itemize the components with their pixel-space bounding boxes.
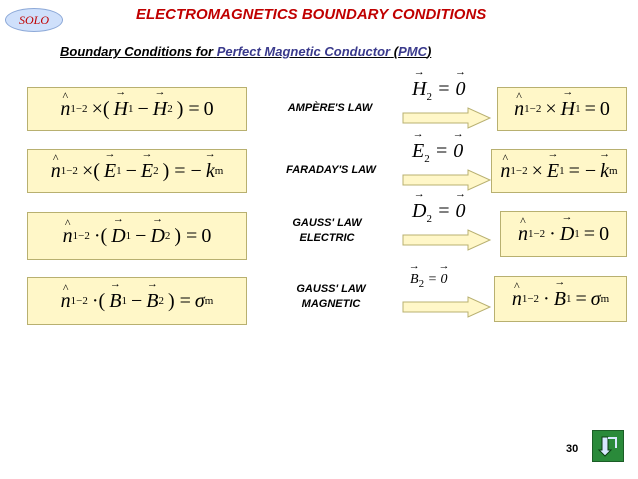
subscript: 2 (426, 213, 432, 225)
subtitle-abbr-open: ( (393, 44, 399, 59)
ampere-right-equation: ^ n 1−2 × → H 1 = 0 (497, 87, 627, 131)
gauss-electric-line2: ELECTRIC (299, 232, 355, 244)
zero: 0 (599, 97, 610, 120)
n-hat: ^ n (500, 160, 510, 183)
gauss-magnetic-law-label (276, 282, 386, 312)
subscript: 1−2 (72, 230, 90, 242)
subscript: 1 (125, 230, 132, 242)
subtitle-prefix: Boundary Conditions for (60, 44, 214, 59)
subscript: 1 (565, 293, 572, 305)
vec-h1: → H (561, 98, 575, 121)
subscript: 2 (418, 277, 425, 290)
gauss-electric-left-equation: ^ n 1−2 ·( → D 1 − → D 2 ) = 0 (27, 212, 247, 260)
vec-e2: → E (141, 160, 153, 183)
vec-h2: → H (153, 98, 167, 121)
subscript: 1−2 (70, 295, 88, 307)
subscript: 2 (164, 230, 171, 242)
gauss-magnetic-line2: MAGNETIC (301, 298, 361, 310)
vec-b1: → B (554, 288, 566, 311)
vec-zero: → 0 (453, 140, 463, 163)
subscript: 2 (167, 103, 173, 115)
subscript: 1 (574, 228, 580, 240)
subscript: 1−2 (524, 103, 542, 115)
gauss-electric-right-equation: ^ n 1−2 · → D 1 = 0 (500, 211, 627, 257)
page-number: 30 (566, 443, 579, 455)
n-hat: ^ n (63, 225, 73, 248)
subscript: 1−2 (521, 293, 540, 305)
n-hat: ^ n (514, 98, 524, 121)
n-hat: ^ n (518, 223, 528, 246)
subscript: 1 (121, 295, 127, 307)
vec-e1: → E (547, 160, 559, 183)
vec-d1: → D (111, 225, 125, 248)
vec-d2: → D (150, 225, 164, 248)
vec-h1: → H (114, 98, 128, 121)
gauss-electric-law-label (272, 216, 382, 246)
n-hat: ^ n (60, 98, 70, 121)
gauss-magnetic-left-equation: ^ n 1−2 ·( → B 1 − → B 2 ) = σ m (27, 277, 247, 325)
subscript: 1 (127, 103, 134, 115)
n-hat: ^ n (512, 288, 522, 311)
zero: 0 (203, 97, 214, 120)
faraday-left-equation: ^ n 1−2 ×( → E 1 − → E 2 ) = − → k m (27, 149, 247, 193)
faraday-law-label: FARADAY'S LAW (286, 164, 376, 176)
subscript: 2 (158, 295, 164, 307)
vec-b1: → B (109, 290, 121, 313)
return-arrow-icon (596, 434, 620, 458)
subscript: 2 (426, 91, 432, 103)
subscript: 1−2 (527, 228, 546, 240)
gauss-electric-condition: → $D_2$ = → 0 (412, 200, 465, 225)
ampere-condition: → $H_2$ = → 0 (412, 78, 465, 103)
solo-logo (5, 8, 63, 32)
vec-d1: → D (560, 223, 574, 246)
subscript: 1 (116, 165, 122, 177)
subscript: 2 (153, 165, 159, 177)
subtitle-abbr-close: ) (426, 44, 432, 59)
ampere-left-equation: ^ n 1−2 ×( → H 1 − → H 2 ) = 0 (27, 87, 247, 131)
zero: 0 (599, 222, 610, 245)
subscript: 2 (424, 153, 430, 165)
zero: 0 (201, 224, 212, 247)
vec-k: → k (600, 160, 609, 183)
sigma: σ (194, 289, 205, 312)
subscript: 1−2 (60, 165, 78, 177)
ampere-law-label: AMPÈRE'S LAW (287, 102, 373, 114)
n-hat: ^ n (51, 160, 61, 183)
slide-title: ELECTROMAGNETICS BOUNDARY CONDITIONS (136, 6, 487, 23)
subscript: 1 (575, 103, 581, 115)
faraday-right-equation: ^ n 1−2 × → E 1 = − → k m (491, 149, 627, 193)
vec-zero: → 0 (441, 272, 448, 288)
vec-zero: → 0 (455, 200, 465, 223)
gauss-magnetic-right-equation: ^ n 1−2 · → B 1 = σ m (494, 276, 627, 322)
arrow-icon (402, 229, 492, 251)
subscript: 1 (559, 165, 565, 177)
gauss-magnetic-line1: GAUSS' LAW (296, 283, 366, 295)
vec-h: → H (412, 78, 426, 101)
sigma: σ (590, 287, 601, 310)
vec-e: → E (412, 140, 424, 163)
slide-subtitle (60, 44, 431, 59)
vec-d: → D (412, 200, 426, 223)
vec-zero: → 0 (455, 78, 465, 101)
gauss-magnetic-condition: → $B_2$ = → 0 (410, 272, 448, 290)
subscript: m (214, 165, 224, 177)
subscript: 1−2 (510, 165, 528, 177)
subscript: m (609, 165, 618, 177)
vec-e1: → E (104, 160, 116, 183)
vec-b: → B (410, 272, 419, 288)
subscript: m (600, 293, 610, 305)
arrow-icon (402, 296, 492, 318)
vec-b2: → B (146, 290, 158, 313)
logo-text: SOLO (18, 12, 49, 27)
faraday-condition: → $E_2$ = → 0 (412, 140, 463, 165)
arrow-icon (402, 107, 492, 129)
subtitle-abbr: PMC (398, 44, 427, 59)
vec-k: → k (206, 160, 215, 183)
return-nav-button[interactable] (592, 430, 624, 462)
subtitle-highlight: Perfect Magnetic Conductor (216, 44, 391, 59)
gauss-electric-line1: GAUSS' LAW (292, 217, 362, 229)
subscript: 1−2 (70, 103, 88, 115)
subscript: m (204, 295, 214, 307)
n-hat: ^ n (61, 290, 71, 313)
